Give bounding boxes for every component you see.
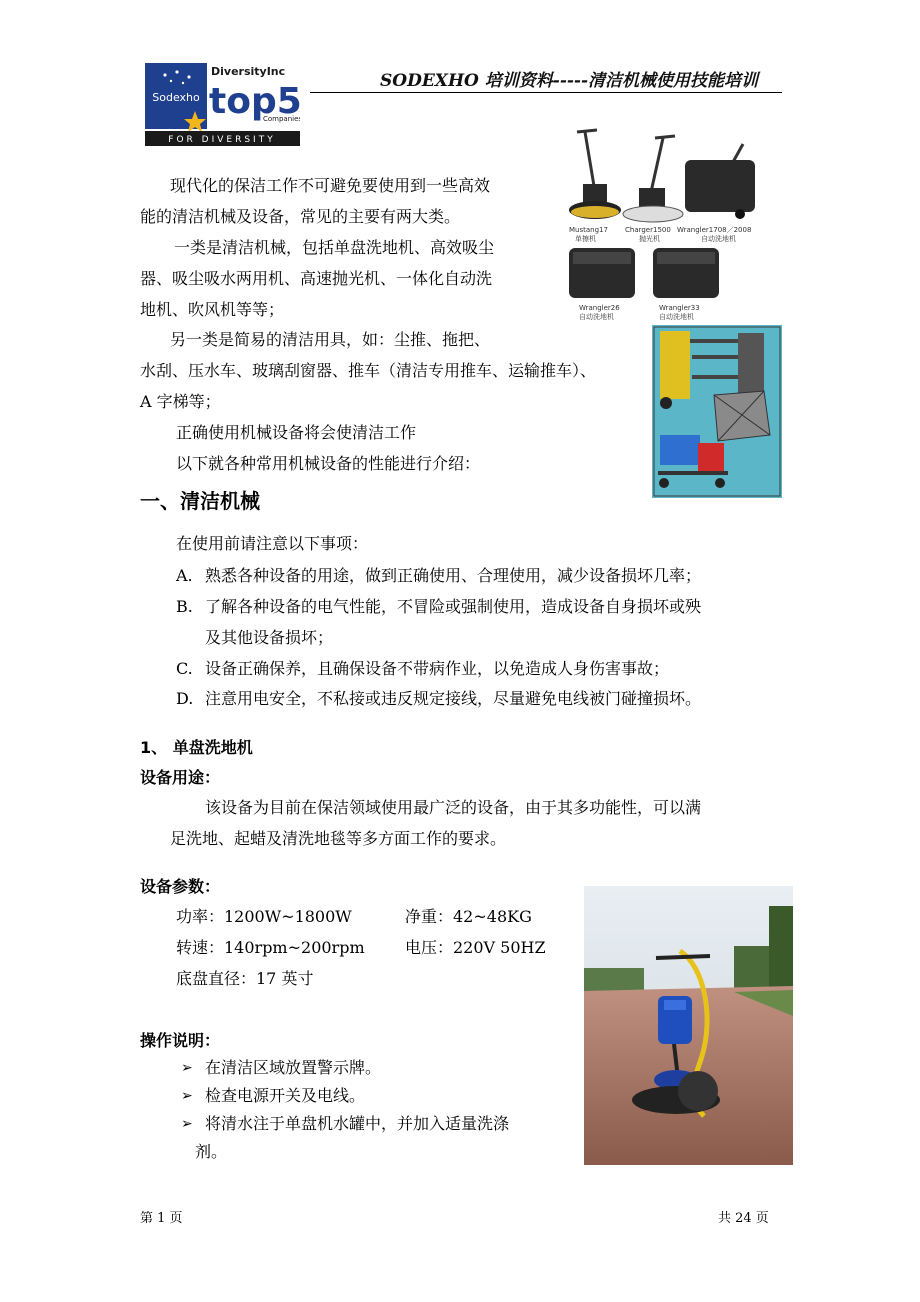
svg-text:自动洗地机: 自动洗地机 (701, 235, 736, 243)
operation-step-3-cont: 剂。 (195, 1142, 228, 1161)
notice-b-text: 了解各种设备的电气性能，不冒险或强制使用，造成设备自身损坏或殃 (205, 597, 702, 616)
svg-text:单擦机: 单擦机 (575, 235, 596, 243)
machines-illustration (555, 122, 765, 322)
svg-text:Mustang17: Mustang17 (569, 226, 608, 234)
intro-paragraph-4: 正确使用机械设备将会使清洁工作 (176, 423, 417, 442)
sodexho-diversityinc-logo (145, 63, 300, 146)
intro-paragraph-2-line-1: 一类是清洁机械，包括单盘洗地机、高效吸尘 (174, 238, 495, 257)
svg-text:Charger1500: Charger1500 (625, 226, 671, 234)
notice-c-letter: C. (176, 659, 193, 678)
header-divider (310, 92, 782, 93)
intro-paragraph-2-line-3: 地机、吹风机等等； (140, 300, 285, 319)
notice-d-text: 注意用电安全，不私接或违反规定接线，尽量避免电线被门碰撞损坏。 (205, 689, 702, 708)
photo-illustration (584, 886, 793, 1165)
intro-paragraph-1-line-1: 现代化的保洁工作不可避免要使用到一些高效 (170, 176, 491, 195)
operation-step-1: 在清洁区域放置警示牌。 (205, 1058, 382, 1077)
svg-text:DiversityInc: DiversityInc (211, 65, 286, 78)
arrow-bullet-icon: ➢ (181, 1088, 193, 1104)
operation-step-2: 检查电源开关及电线。 (205, 1086, 366, 1105)
intro-paragraph-3-line-1: 另一类是简易的清洁用具，如：尘推、拖把、 (170, 330, 491, 349)
param-diameter: 底盘直径：17 英寸 (176, 969, 314, 988)
svg-text:Wrangler26: Wrangler26 (579, 304, 620, 312)
machine-1-title: 1、 单盘洗地机 (140, 738, 253, 757)
notice-b-letter: B. (176, 597, 193, 616)
carts-illustration (652, 325, 782, 498)
header-title: SODEXHO 培训资料-----清洁机械使用技能培训 (380, 71, 759, 91)
svg-text:自动洗地机: 自动洗地机 (659, 313, 694, 321)
notice-d-letter: D. (176, 689, 194, 708)
svg-text:Companies: Companies (263, 115, 300, 123)
intro-paragraph-3-line-2: 水刮、压水车、玻璃刮窗器、推车（清洁专用推车、运输推车）、 (140, 361, 597, 380)
equipment-use-label: 设备用途： (140, 768, 221, 787)
equipment-params-label: 设备参数： (140, 877, 221, 896)
notice-a-letter: A. (176, 566, 193, 585)
operation-step-3: 将清水注于单盘机水罐中，并加入适量洗涤 (205, 1114, 510, 1133)
param-voltage: 电压：220V 50HZ (405, 938, 546, 957)
cleaning-carts-image (652, 325, 782, 498)
logo-graphic (145, 63, 300, 146)
intro-paragraph-3-line-3: A 字梯等； (140, 392, 221, 411)
svg-text:top50: top5 (209, 81, 300, 122)
notice-a-text: 熟悉各种设备的用途，做到正确使用、合理使用，减少设备损坏几率； (205, 566, 702, 585)
svg-text:Sodexho: Sodexho (152, 91, 200, 104)
notice-b-text-cont: 及其他设备损坏； (205, 628, 334, 647)
intro-paragraph-2-line-2: 器、吸尘吸水两用机、高速抛光机、一体化自动洗 (140, 269, 493, 288)
param-power: 功率：1200W~1800W (176, 907, 352, 926)
equipment-use-line-1: 该设备为目前在保洁领域使用最广泛的设备，由于其多功能性，可以满 (205, 798, 702, 817)
intro-paragraph-1-line-2: 能的清洁机械及设备，常见的主要有两大类。 (140, 207, 461, 226)
svg-text:Wrangler1708／2008: Wrangler1708／2008 (677, 226, 752, 234)
svg-text:Wrangler33: Wrangler33 (659, 304, 700, 312)
param-speed: 转速：140rpm~200rpm (176, 938, 365, 957)
equipment-use-line-2: 足洗地、起蜡及清洗地毯等多方面工作的要求。 (170, 829, 507, 848)
total-pages: 共 24 页 (718, 1211, 769, 1226)
page-number: 第 1 页 (140, 1211, 183, 1226)
svg-text:FOR DIVERSITY: FOR DIVERSITY (168, 135, 276, 145)
cleaning-machines-image (555, 122, 765, 322)
arrow-bullet-icon: ➢ (181, 1116, 193, 1132)
notice-c-text: 设备正确保养，且确保设备不带病作业，以免造成人身伤害事故； (205, 659, 670, 678)
param-weight: 净重：42~48KG (405, 907, 532, 926)
notice-intro: 在使用前请注意以下事项： (176, 534, 369, 553)
svg-text:自动洗地机: 自动洗地机 (579, 313, 614, 321)
section-heading: 一、清洁机械 (140, 489, 260, 513)
svg-text:抛光机: 抛光机 (639, 235, 660, 243)
operation-label: 操作说明： (140, 1031, 221, 1050)
intro-paragraph-5: 以下就各种常用机械设备的性能进行介绍： (176, 454, 481, 473)
arrow-bullet-icon: ➢ (181, 1060, 193, 1076)
single-disc-machine-photo (584, 886, 793, 1165)
